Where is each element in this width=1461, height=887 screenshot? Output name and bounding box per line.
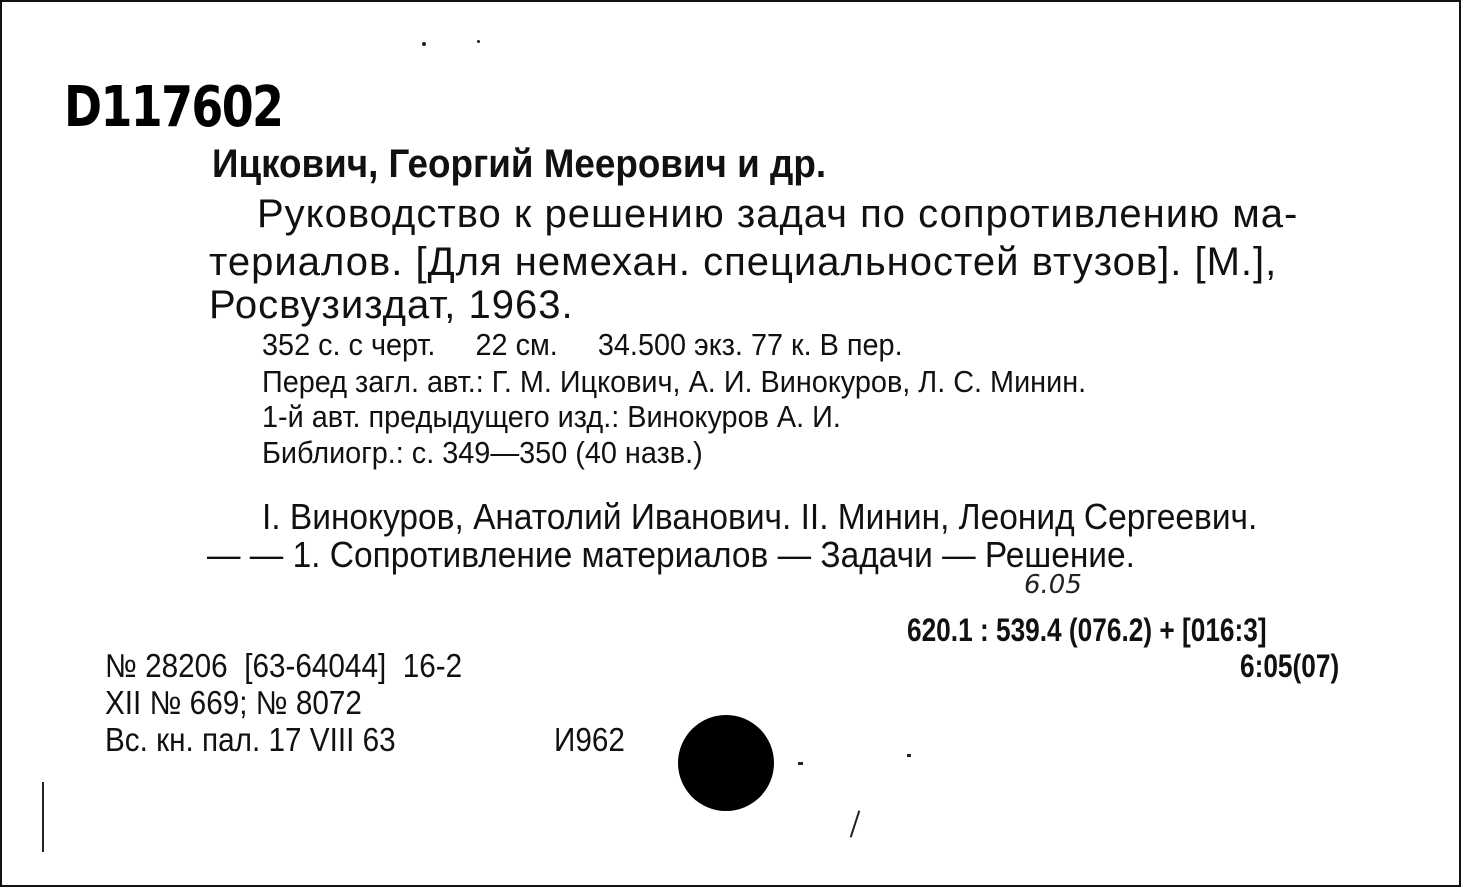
handwritten-class-mark: 6.05 [1024,570,1082,600]
title-line-1: Руководство к решению задач по сопротивлению ма- [257,192,1299,236]
inventory-number: D117602 [64,75,283,140]
author-heading: Ицкович, Георгий Меерович и др. [212,142,827,186]
authors-note: Перед загл. авт.: Г. М. Ицкович, А. И. Винокуров, Л. С. Минин. [262,364,1087,399]
scan-speck [477,40,480,43]
printing-code: И962 [554,721,625,758]
bbk-index: 6:05(07) [1240,648,1340,684]
scan-speck [907,754,911,757]
card-number: № 28206 [63-64044] 16-2 [105,647,463,684]
tracing-line-1: I. Винокуров, Анатолий Иванович. II. Минин, Леонид Сергеевич. [262,496,1258,537]
physical-description: 352 с. с черт. 22 см. 34.500 экз. 77 к. В пер. [262,327,903,362]
bibliography-note: Библиогр.: с. 349—350 (40 назв.) [262,435,703,470]
scan-speck [798,762,803,765]
scan-speck [422,42,426,46]
udc-index: 620.1 : 539.4 (076.2) + [016:3] [907,612,1267,648]
registry-number: XII № 669; № 8072 [105,684,362,721]
tracing-line-2: — — 1. Сопротивление материалов — Задачи — Решение. [207,534,1135,575]
title-line-2: териалов. [Для немехан. специальностей втузов]. [М.], [209,240,1278,284]
card-punch-hole [678,715,774,811]
previous-edition-note: 1-й авт. предыдущего изд.: Винокуров А. И. [262,399,841,434]
scan-line-mark [850,810,861,837]
scan-line-mark [42,782,44,852]
chamber-date: Вс. кн. пал. 17 VIII 63 [105,721,396,758]
title-line-3: Росвузиздат, 1963. [209,283,574,327]
